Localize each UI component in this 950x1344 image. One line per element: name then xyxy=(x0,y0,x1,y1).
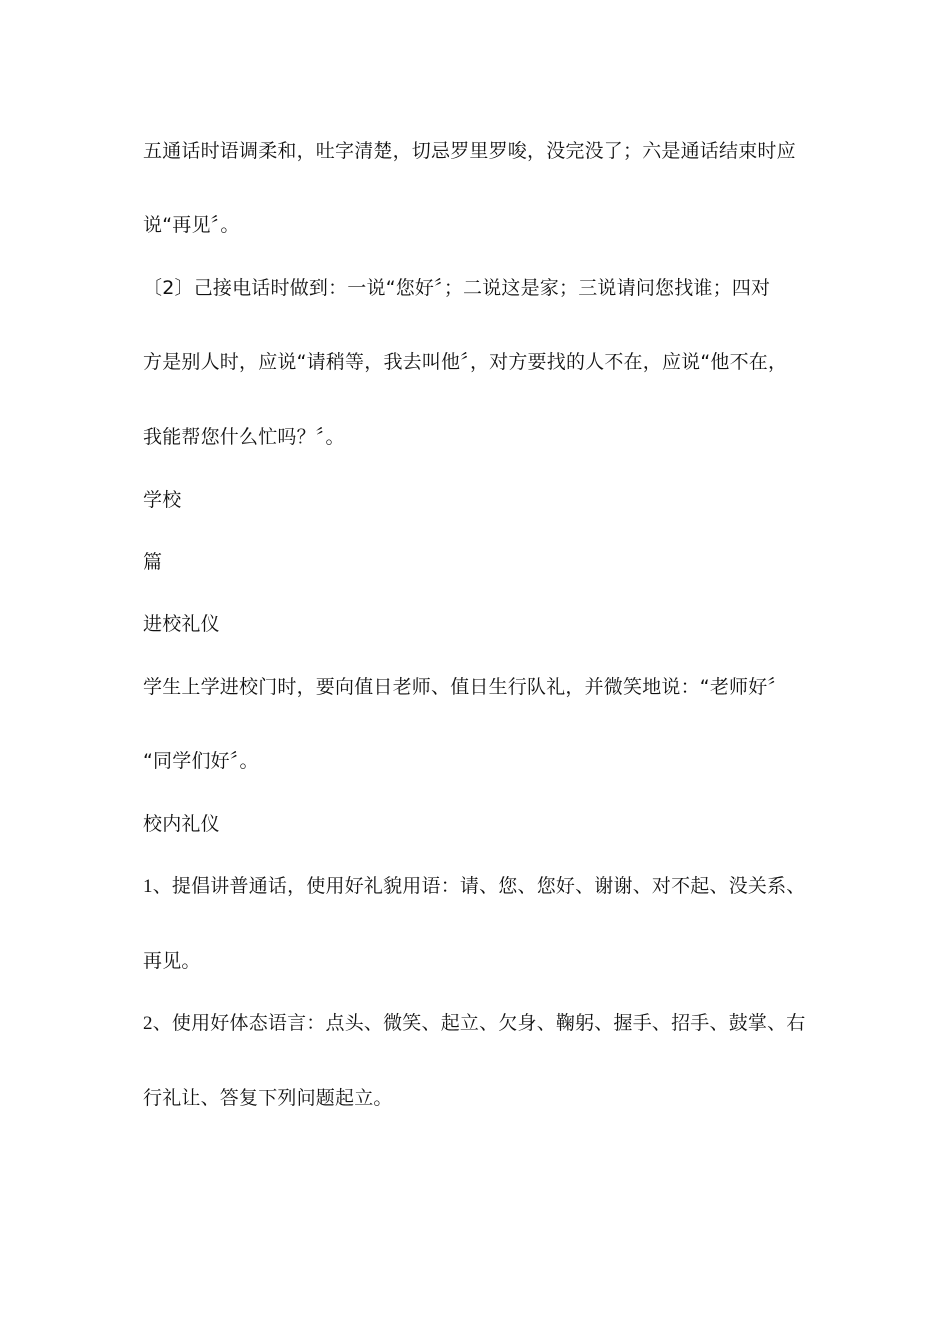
paragraph-line: 再见。 xyxy=(143,950,201,972)
paragraph-line: 方是别人时，应说“请稍等，我去叫他〞，对方要找的人不在，应说“他不在， xyxy=(143,351,788,373)
paragraph-line: 行礼让、答复下列问题起立。 xyxy=(143,1087,393,1109)
paragraph-line: 我能帮您什么忙吗？〞。 xyxy=(143,426,345,448)
list-item-text: 使用好体态语言：点头、微笑、起立、欠身、鞠躬、握手、招手、鼓掌、右 xyxy=(171,1012,806,1034)
list-item-1 xyxy=(143,874,806,899)
paragraph-line: 学生上学进校门时，要向值日老师、值日生行队礼，并微笑地说：“老师好〞 xyxy=(143,676,787,698)
list-item-text: 提倡讲普通话，使用好礼貌用语：请、您、您好、谢谢、对不起、没关系、 xyxy=(171,875,806,897)
section-heading-chapter: 篇 xyxy=(143,551,163,573)
paragraph-line: 〔2〕己接电话时做到：一说“您好〞；二说这是家；三说请问您找谁；四对 xyxy=(143,277,771,299)
section-heading-school: 学校 xyxy=(143,489,182,511)
paragraph-line: 五通话时语调柔和，吐字清楚，切忌罗里罗唆，没完没了；六是通话结束时应 xyxy=(143,140,796,162)
list-marker: 1、 xyxy=(143,876,172,897)
list-item-2 xyxy=(143,1011,806,1036)
subheading-entering-school: 进校礼仪 xyxy=(143,613,220,635)
list-marker: 2、 xyxy=(143,1013,172,1034)
paragraph-line: “同学们好〞。 xyxy=(143,750,259,772)
paragraph-line: 说“再见〞。 xyxy=(143,214,240,236)
subheading-campus-etiquette: 校内礼仪 xyxy=(143,813,220,835)
